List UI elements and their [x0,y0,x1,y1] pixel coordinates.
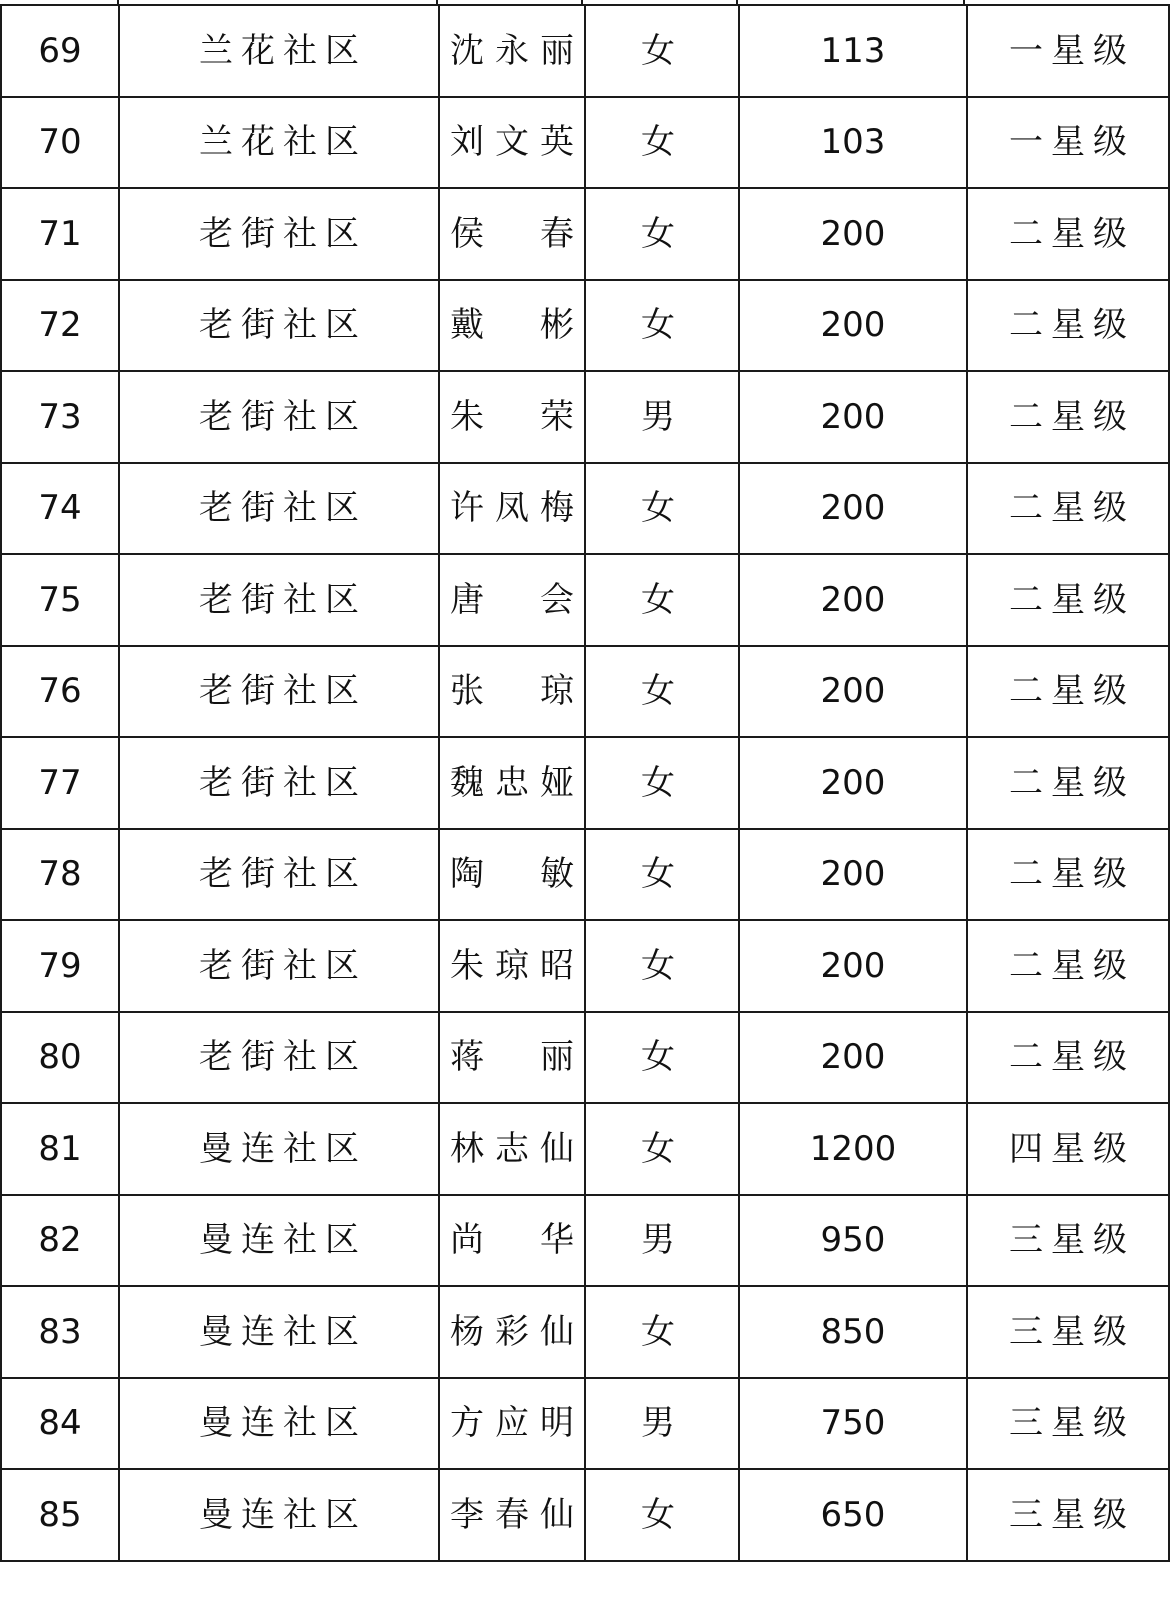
star-level: 四星级 [967,1103,1169,1195]
star-level: 三星级 [967,1469,1169,1561]
table-row [1,554,1169,646]
amount: 200 [739,646,967,738]
community-name: 曼连社区 [119,1195,439,1287]
amount: 200 [739,280,967,372]
community-name: 老街社区 [119,463,439,555]
star-level: 二星级 [967,554,1169,646]
amount: 200 [739,371,967,463]
star-level: 一星级 [967,97,1169,189]
community-name: 老街社区 [119,920,439,1012]
amount: 200 [739,554,967,646]
gender: 男 [585,371,739,463]
person-name: 刘文英 [439,97,585,189]
gender: 女 [585,646,739,738]
row-number: 80 [1,1012,119,1104]
community-name: 兰花社区 [119,5,439,97]
community-name: 老街社区 [119,646,439,738]
star-level: 二星级 [967,920,1169,1012]
community-name: 老街社区 [119,188,439,280]
row-number: 78 [1,829,119,921]
row-number: 83 [1,1286,119,1378]
amount: 200 [739,463,967,555]
gender: 女 [585,1286,739,1378]
star-level: 二星级 [967,463,1169,555]
gender: 女 [585,1469,739,1561]
gender: 女 [585,920,739,1012]
table-row [1,188,1169,280]
gender: 女 [585,97,739,189]
community-name: 曼连社区 [119,1469,439,1561]
community-name: 曼连社区 [119,1103,439,1195]
person-name: 戴 彬 [439,280,585,372]
amount: 200 [739,737,967,829]
person-name: 魏忠娅 [439,737,585,829]
row-number: 81 [1,1103,119,1195]
row-number: 73 [1,371,119,463]
row-number: 75 [1,554,119,646]
table-row [1,920,1169,1012]
amount: 103 [739,97,967,189]
gender: 男 [585,1195,739,1287]
row-number: 76 [1,646,119,738]
amount: 200 [739,829,967,921]
star-level: 二星级 [967,371,1169,463]
roster-table-body [1,5,1169,1561]
person-name: 朱 荣 [439,371,585,463]
table-row [1,1378,1169,1470]
row-number: 72 [1,280,119,372]
star-level: 一星级 [967,5,1169,97]
gender: 女 [585,280,739,372]
person-name: 许凤梅 [439,463,585,555]
gender: 女 [585,1103,739,1195]
amount: 200 [739,188,967,280]
person-name: 杨彩仙 [439,1286,585,1378]
person-name: 侯 春 [439,188,585,280]
row-number: 74 [1,463,119,555]
amount: 650 [739,1469,967,1561]
table-row [1,829,1169,921]
table-row [1,1103,1169,1195]
table-row [1,1195,1169,1287]
person-name: 尚 华 [439,1195,585,1287]
amount: 113 [739,5,967,97]
row-number: 70 [1,97,119,189]
community-name: 老街社区 [119,371,439,463]
amount: 850 [739,1286,967,1378]
table-row [1,1469,1169,1561]
star-level: 二星级 [967,188,1169,280]
table-row [1,1286,1169,1378]
star-level: 三星级 [967,1286,1169,1378]
table-row [1,463,1169,555]
row-number: 82 [1,1195,119,1287]
person-name: 方应明 [439,1378,585,1470]
amount: 200 [739,1012,967,1104]
person-name: 朱琼昭 [439,920,585,1012]
gender: 女 [585,829,739,921]
community-name: 老街社区 [119,737,439,829]
community-name: 老街社区 [119,280,439,372]
row-number: 85 [1,1469,119,1561]
star-level: 三星级 [967,1195,1169,1287]
row-number: 79 [1,920,119,1012]
row-number: 69 [1,5,119,97]
person-name: 李春仙 [439,1469,585,1561]
star-level: 二星级 [967,1012,1169,1104]
table-row [1,97,1169,189]
row-number: 71 [1,188,119,280]
gender: 女 [585,1012,739,1104]
star-level: 二星级 [967,280,1169,372]
table-row [1,371,1169,463]
gender: 女 [585,188,739,280]
table-row [1,646,1169,738]
star-level: 二星级 [967,829,1169,921]
table-row [1,737,1169,829]
community-name: 兰花社区 [119,97,439,189]
person-name: 张 琼 [439,646,585,738]
gender: 女 [585,463,739,555]
table-row [1,1012,1169,1104]
person-name: 陶 敏 [439,829,585,921]
amount: 750 [739,1378,967,1470]
gender: 女 [585,5,739,97]
row-number: 84 [1,1378,119,1470]
person-name: 唐 会 [439,554,585,646]
amount: 200 [739,920,967,1012]
table-row [1,5,1169,97]
gender: 女 [585,737,739,829]
person-name: 蒋 丽 [439,1012,585,1104]
person-name: 林志仙 [439,1103,585,1195]
person-name: 沈永丽 [439,5,585,97]
community-name: 曼连社区 [119,1286,439,1378]
community-name: 老街社区 [119,829,439,921]
gender: 男 [585,1378,739,1470]
table-row [1,280,1169,372]
community-name: 老街社区 [119,554,439,646]
community-name: 老街社区 [119,1012,439,1104]
star-level: 二星级 [967,646,1169,738]
star-level: 三星级 [967,1378,1169,1470]
community-name: 曼连社区 [119,1378,439,1470]
roster-table [0,4,1170,1562]
star-level: 二星级 [967,737,1169,829]
row-number: 77 [1,737,119,829]
gender: 女 [585,554,739,646]
amount: 950 [739,1195,967,1287]
amount: 1200 [739,1103,967,1195]
